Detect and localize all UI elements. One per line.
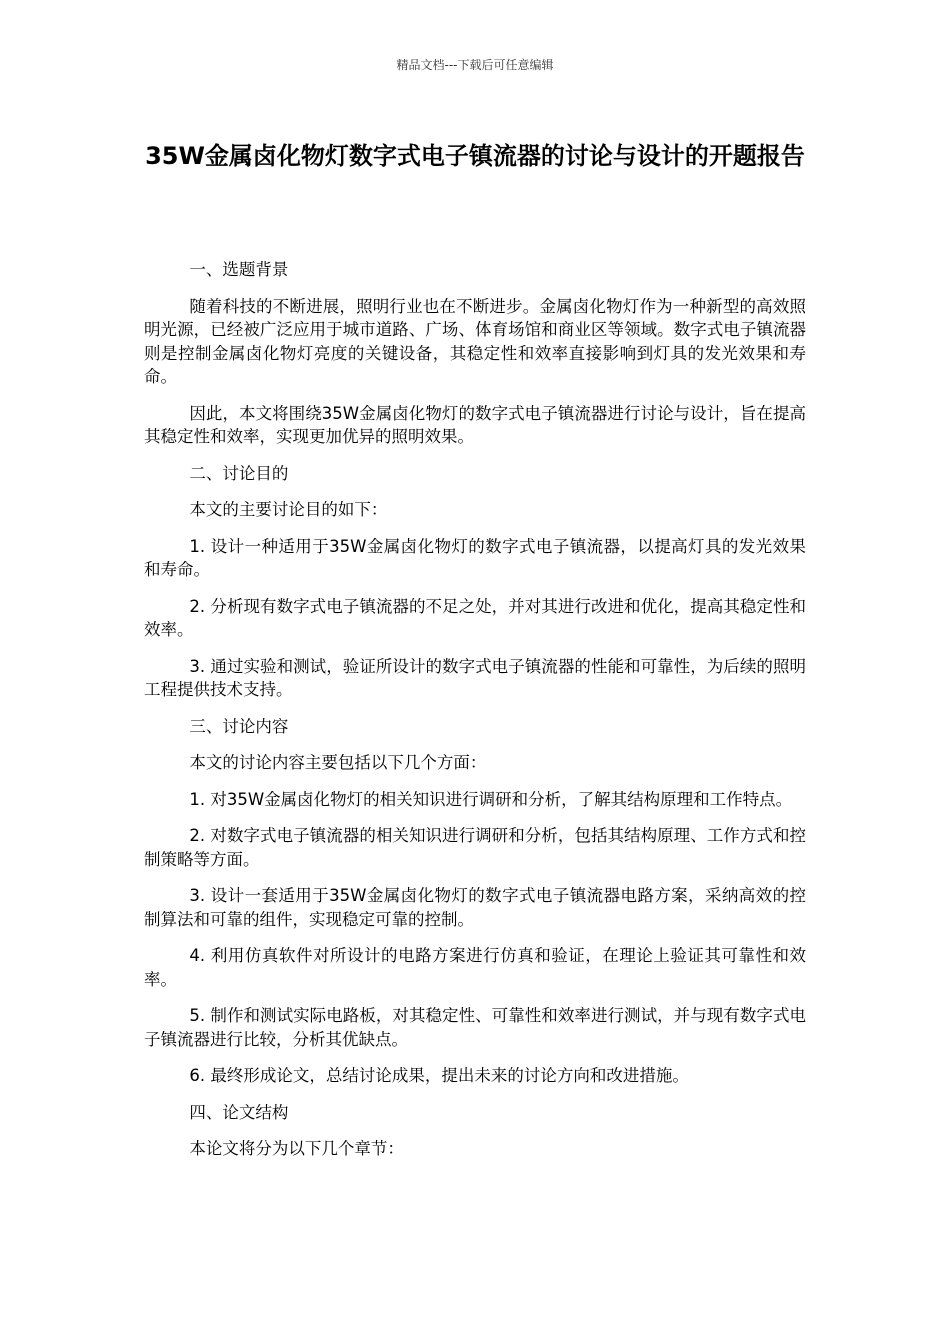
section-heading-background: 一、选题背景 bbox=[189, 260, 289, 279]
paragraph: 本文的讨论内容主要包括以下几个方面： bbox=[189, 753, 487, 772]
section-heading-structure: 四、论文结构 bbox=[189, 1102, 289, 1122]
list-item: 4. 利用仿真软件对所设计的电路方案进行仿真和验证，在理论上验证其可靠性和效率。 bbox=[144, 946, 806, 989]
document-body bbox=[144, 258, 806, 1174]
paragraph: 因此，本文将围绕35W金属卤化物灯的数字式电子镇流器进行讨论与设计，旨在提高其稳定性和效率，实现更加优异的照明效果。 bbox=[144, 403, 806, 446]
section-heading-content: 三、讨论内容 bbox=[189, 716, 289, 736]
document-title: 35W金属卤化物灯数字式电子镇流器的讨论与设计的开题报告 bbox=[145, 142, 805, 170]
list-item: 2. 对数字式电子镇流器的相关知识进行调研和分析，包括其结构原理、工作方式和控制策略等方面。 bbox=[144, 826, 806, 869]
paragraph: 本论文将分为以下几个章节： bbox=[189, 1139, 404, 1158]
list-item: 2. 分析现有数字式电子镇流器的不足之处，并对其进行改进和优化，提高其稳定性和效率。 bbox=[144, 596, 806, 639]
paragraph: 本文的主要讨论目的如下： bbox=[189, 500, 388, 519]
section-heading-purpose: 二、讨论目的 bbox=[189, 463, 289, 483]
paragraph: 随着科技的不断进展，照明行业也在不断进步。金属卤化物灯作为一种新型的高效照明光源，已经被广泛应用于城市道路、广场、体育场馆和商业区等领域。数字式电子镇流器则是控制金属卤化物灯亮度的关键设备，其稳定性和效率直接影响到灯具的发光效果和寿命。 bbox=[144, 296, 806, 386]
list-item: 6. 最终形成论文，总结讨论成果，提出未来的讨论方向和改进措施。 bbox=[189, 1066, 689, 1085]
list-item: 1. 对35W金属卤化物灯的相关知识进行调研和分析，了解其结构原理和工作特点。 bbox=[189, 789, 793, 809]
list-item: 1. 设计一种适用于35W金属卤化物灯的数字式电子镇流器，以提高灯具的发光效果和寿命。 bbox=[144, 536, 806, 579]
list-item: 3. 设计一套适用于35W金属卤化物灯的数字式电子镇流器电路方案，采纳高效的控制算法和可靠的组件，实现稳定可靠的控制。 bbox=[144, 886, 806, 929]
list-item: 3. 通过实验和测试，验证所设计的数字式电子镇流器的性能和可靠性，为后续的照明工程提供技术支持。 bbox=[144, 656, 806, 699]
page-header: 精品文档---下载后可任意编辑 bbox=[396, 58, 554, 72]
list-item: 5. 制作和测试实际电路板，对其稳定性、可靠性和效率进行测试，并与现有数字式电子镇流器进行比较，分析其优缺点。 bbox=[144, 1006, 806, 1049]
